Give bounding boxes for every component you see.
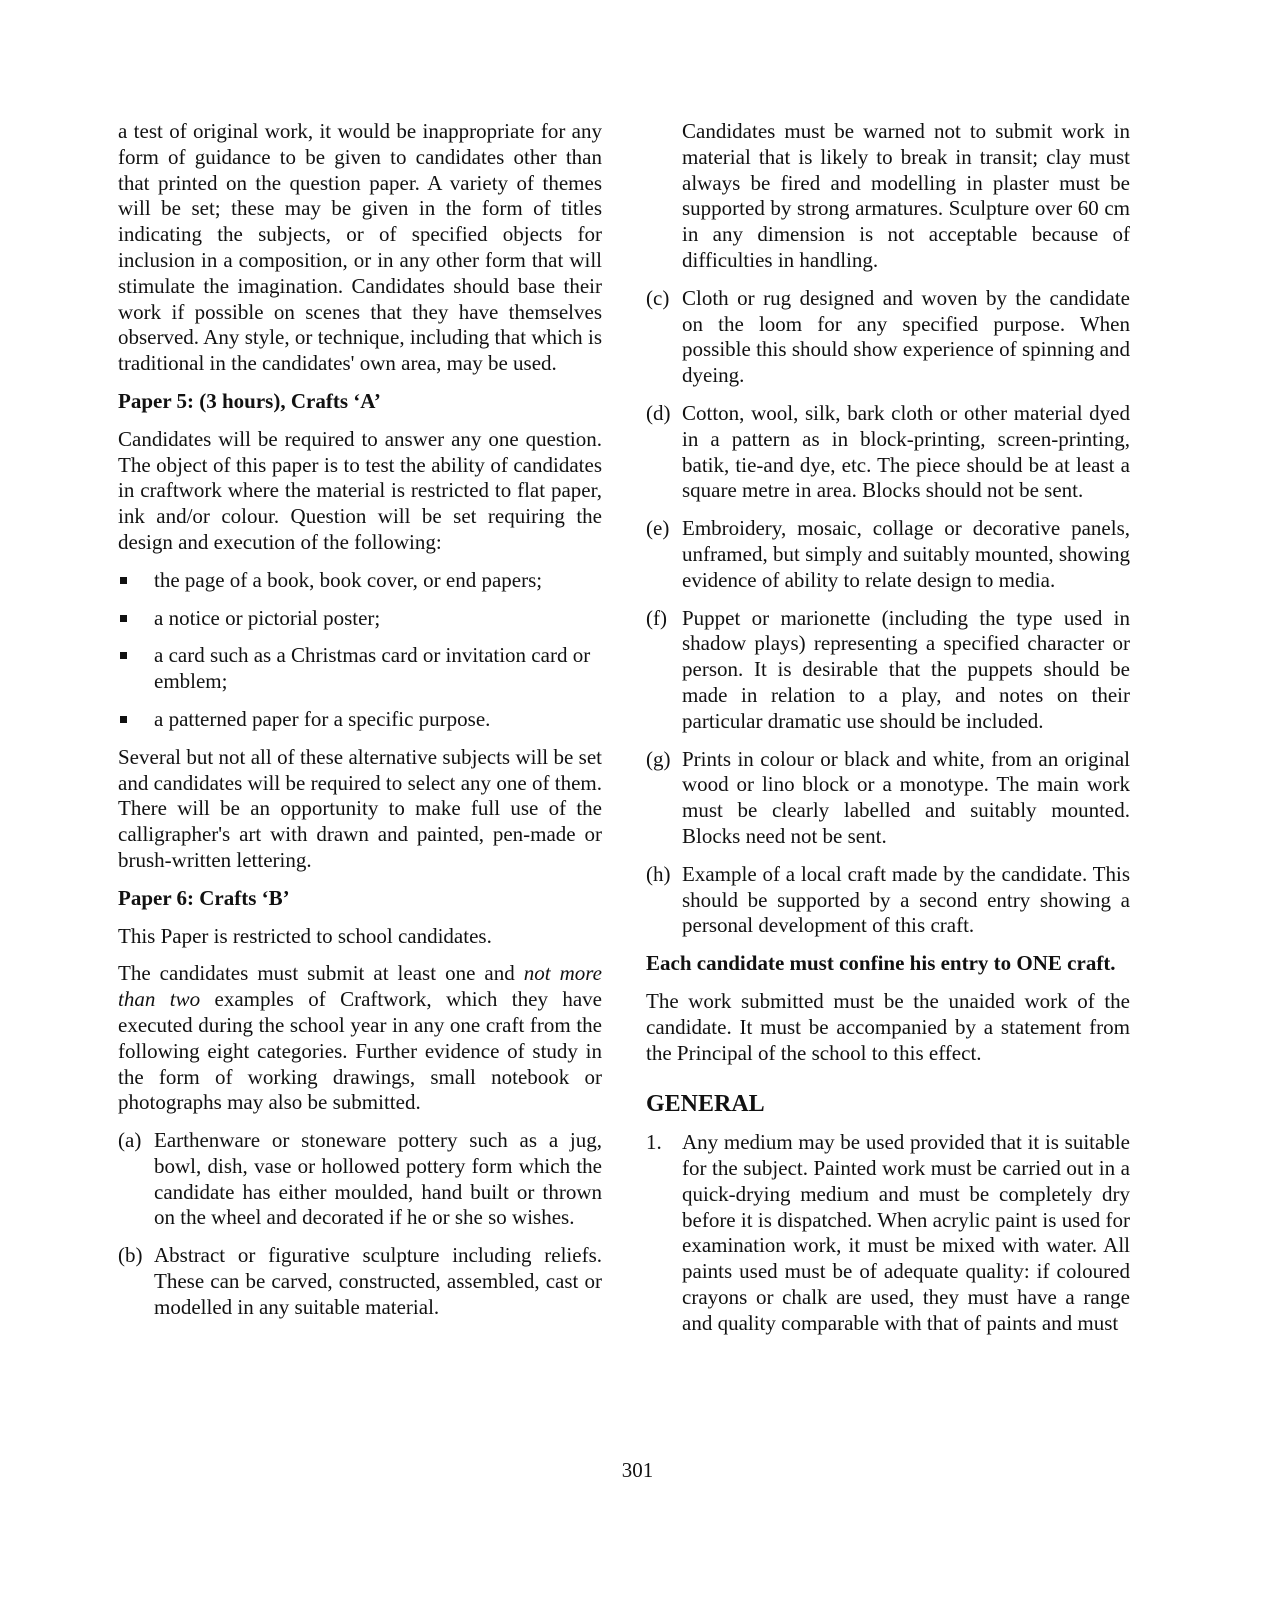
item-label: (h) xyxy=(646,861,671,886)
category-item-c xyxy=(646,286,1130,389)
confine-entry-note: Each candidate must confine his entry to ONE craft. xyxy=(646,951,1116,976)
left-column xyxy=(118,119,602,1333)
item-label: (f) xyxy=(646,605,667,630)
paper6-heading: Paper 6: Crafts ‘B’ xyxy=(118,885,290,910)
paper5-heading: Paper 5: (3 hours), Crafts ‘A’ xyxy=(118,388,381,413)
paper5-paragraph: Candidates will be required to answer any one question. The object of this paper is to test the ability of candidates in craftwork where the material is restricted to flat paper, ink and/or colour. Question will be set requiring the design and execution of the following: xyxy=(118,426,602,554)
item-label: (b) xyxy=(118,1243,143,1268)
bullet-square-icon xyxy=(120,652,127,659)
bullet-text: a notice or pictorial poster; xyxy=(154,605,381,630)
item-label: 1. xyxy=(646,1130,662,1155)
submission-paragraph xyxy=(118,961,602,1116)
bullet-square-icon xyxy=(120,615,127,622)
category-item-a xyxy=(118,1128,602,1231)
submission-text-start: The candidates must submit at least one and xyxy=(118,961,524,986)
category-item-g xyxy=(646,747,1130,850)
right-column xyxy=(646,119,1130,1349)
bullet-text: a card such as a Christmas card or invitation card or emblem; xyxy=(154,643,591,694)
item-text: Embroidery, mosaic, collage or decorative panels, unframed, but simply and suitably mounted, showing evidence of ability to relate design to media. xyxy=(682,516,1130,592)
category-item-b xyxy=(118,1243,602,1320)
bullet-item xyxy=(118,606,602,632)
item-text: Abstract or figurative sculpture including reliefs. These can be carved, constructed, assembled, cast or modelled in any suitable material. xyxy=(154,1243,602,1319)
item-text: Cotton, wool, silk, bark cloth or other material dyed in a pattern as in block-printing, screen-printing, batik, tie-and dye, etc. The piece should be at least a square metre in area. Blocks should not be sent. xyxy=(682,400,1130,503)
category-item-e xyxy=(646,516,1130,593)
alternatives-paragraph: Several but not all of these alternative subjects will be set and candidates will be required to select any one of them. There will be an opportunity to make full use of the calligrapher's art with drawn and painted, pen-made or brush-written lettering. xyxy=(118,744,602,872)
bullet-text: a patterned paper for a specific purpose. xyxy=(154,706,491,731)
item-label: (a) xyxy=(118,1128,142,1153)
general-heading: GENERAL xyxy=(646,1091,765,1118)
bullet-square-icon xyxy=(120,716,127,723)
bullet-item xyxy=(118,707,602,733)
category-item-h xyxy=(646,862,1130,939)
item-text: Prints in colour or black and white, from an original wood or lino block or a monotype. The main work must be clearly labelled and suitably mounted. Blocks need not be sent. xyxy=(682,746,1130,848)
item-label: (d) xyxy=(646,400,671,425)
general-item-1 xyxy=(646,1130,1130,1336)
bullet-text: the page of a book, book cover, or end papers; xyxy=(154,567,543,592)
paper5-bullet-list xyxy=(118,568,602,733)
unaided-work-paragraph: The work submitted must be the unaided work of the candidate. It must be accompanied by a statement from the Principal of the school to this effect. xyxy=(646,988,1130,1065)
submission-emphasis: not more than two xyxy=(118,961,603,1012)
item-label: (g) xyxy=(646,746,671,771)
item-text: Cloth or rug designed and woven by the candidate on the loom for any specified purpose. When possible this should show experience of spinning and dyeing. xyxy=(682,285,1130,388)
page-number: 301 xyxy=(621,1458,654,1482)
item-label: (c) xyxy=(646,285,670,310)
intro-paragraph: a test of original work, it would be inappropriate for any form of guidance to be given to candidates other than that printed on the question paper. A variety of themes will be set; these may be given in the form of titles indicating the subjects, or of specified objects for inclusion in a composition, or in any other form that will stimulate the imagination. Candidates should base their work if possible on scenes that they have themselves observed. Any style, or technique, including that which is traditional in the candidates' own area, may be used. xyxy=(118,119,602,376)
item-text: Any medium may be used provided that it is suitable for the subject. Painted work must be carried out in a quick-drying medium and must be completely dry before it is dispatched. When acrylic paint is used for examination work, it must be mixed with water. All paints used must be of adequate quality: if coloured crayons or chalk are used, they must have a range and quality comparable with that of paints and must xyxy=(682,1130,1130,1335)
bullet-square-icon xyxy=(120,577,127,584)
category-b-continued: Candidates must be warned not to submit work in material that is likely to break in transit; clay must always be fired and modelling in plaster must be supported by strong armatures. Sculpture over 60 cm in any dimension is not acceptable because of difficulties in handling. xyxy=(682,119,1130,272)
category-item-d xyxy=(646,401,1130,504)
bullet-item xyxy=(118,568,602,594)
item-text: Earthenware or stoneware pottery such as a jug, bowl, dish, vase or hollowed pottery form which the candidate has either moulded, hand built or thrown on the wheel and decorated if he or she so wishes. xyxy=(154,1128,602,1230)
item-text: Puppet or marionette (including the type used in shadow plays) representing a specified character or person. It is desirable that the puppets should be made in relation to a play, and notes on their particular dramatic use should be included. xyxy=(682,605,1130,733)
bullet-item xyxy=(118,643,602,695)
paper6-restriction: This Paper is restricted to school candidates. xyxy=(118,923,492,948)
category-item-f xyxy=(646,606,1130,735)
item-text: Example of a local craft made by the candidate. This should be supported by a second entry showing a personal development of this craft. xyxy=(682,861,1130,938)
submission-text-end: examples of Craftwork, which they have executed during the school year in any one craft from the following eight categories. Further evidence of study in the form of working drawings, small notebook or photographs may also be submitted. xyxy=(118,987,602,1115)
item-label: (e) xyxy=(646,516,670,541)
